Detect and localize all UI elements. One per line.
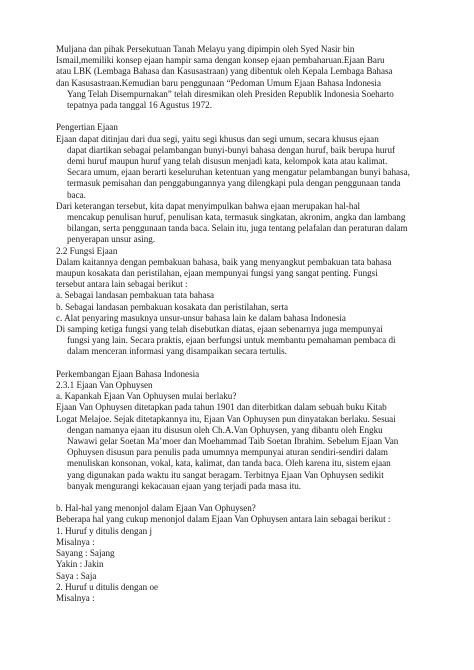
text-line: dapat diartikan sebagai pelambangan bunyi-bunyi bahasa dengan huruf, baik berupa huruf [67, 144, 396, 155]
text-line: mencakup penulisan huruf, penulisan kata, termasuk singkatan, akronim, angka dan lambang [67, 212, 406, 223]
text-line: tersebut antara lain sebagai berikut : [56, 279, 188, 290]
text-line: tepatnya pada tanggal 16 Agustus 1972. [67, 100, 212, 111]
text-line: fungsi yang lain. Secara praktis, ejaan berfungsi untuk membantu pemahaman pembaca di [67, 335, 396, 346]
text-line: Di samping ketiga fungsi yang telah disebutkan diatas, ejaan sebenarnya juga mempunyai [56, 324, 383, 335]
examples-label: Misalnya : [56, 536, 95, 547]
text-line: Dari keterangan tersebut, kita dapat menyimpulkan bahwa ejaan merupakan hal-hal [56, 200, 361, 211]
section-heading: Pengertian Ejaan [56, 122, 118, 133]
subsection-heading: 2.3.1 Ejaan Van Ophuysen [56, 380, 153, 391]
question-b: b. Hal-hal yang menonjol dalam Ejaan Van Ophuysen? [56, 503, 256, 514]
examples-label: Misalnya : [56, 592, 95, 603]
intro-paragraph [56, 44, 446, 111]
text-line: Ismail,memiliki konsep ejaan hampir sama dengan konsep ejaan pembaharuan.Ejaan Baru [56, 55, 385, 66]
example-item: Yakin : Jakin [56, 559, 104, 570]
text-line: Dalam kaitannya dengan pembakuan bahasa, baik yang menyangkut pembakuan tata bahasa [56, 256, 392, 267]
text-line: Ejaan Van Ophuysen ditetapkan pada tahun 1901 dan diterbitkan dalam sebuah buku Kitab [56, 402, 387, 413]
text-line: Secara umum, ejaan berarti keseluruhan ketentuan yang mengatur pelambangan bunyi bahasa, [67, 167, 410, 178]
text-line: dan Kasusastraan.Kemudian baru penggunaan “Pedoman Umum Ejaan Bahasa Indonesia [56, 77, 381, 88]
text-line: Logat Melajoe. Sejak ditetapkannya itu, Ejaan Van Ophuysen pun dinyatakan berlaku. Sesuai [56, 413, 396, 424]
list-item: b. Sebagai landasan pembakuan kosakata dan peristilahan, serta [56, 301, 289, 312]
text-line: dalam menceran informasi yang disampaikan secara tertulis. [67, 346, 287, 357]
paragraph-gap [56, 111, 446, 122]
text-line: maupun kosakata dan peristilahan, ejaan mempunyai fungsi yang sangat penting. Fungsi [56, 268, 378, 279]
text-line: penyerapan unsur asing. [67, 234, 156, 245]
text-line: Ophuysen disusun para penulis pada umumnya mempunyai aturan sendiri-sendiri dalam [67, 447, 388, 458]
section-fungsi [56, 246, 446, 358]
text-line: Nawawi gelar Soetan Ma’moer dan Moehammad Taib Soetan Ibrahim. Sebelum Ejaan Van [67, 436, 399, 447]
text-line: dengan namanya ejaan itu disusun oleh Ch.A.Van Ophuysen, yang dibantu oleh Engku [67, 424, 383, 435]
section-perkembangan [56, 369, 446, 604]
rule-item: 1. Huruf y ditulis dengan j [56, 525, 152, 536]
text-line: Yang Telah Disempurnakan” telah diresmikan oleh Presiden Republik Indonesia Soeharto [67, 88, 394, 99]
section-heading: 2.2 Fungsi Ejaan [56, 245, 118, 256]
text-line: Muljana dan pihak Persekutuan Tanah Melayu yang dipimpin oleh Syed Nasir bin [56, 44, 355, 54]
text-line: banyak mengurangi kekacauan ejaan yang terjadi pada masa itu. [67, 480, 302, 491]
question-a: a. Kapankah Ejaan Van Ophuysen mulai berlaku? [56, 391, 237, 402]
list-item: a. Sebagai landasan pembakuan tata bahasa [56, 290, 215, 301]
rule-item: 2. Huruf u ditulis dengan oe [56, 581, 159, 592]
text-line: demi huruf maupun huruf yang telah disusun menjadi kata, kelompok kata atau kalimat. [67, 156, 388, 167]
text-line: termasuk pemisahan dan penggabungannya yang dilengkapi pula dengan penggunaan tanda [67, 178, 401, 189]
section-heading: Perkembangan Ejaan Bahasa Indonesia [56, 368, 200, 379]
text-line: Ejaan dapat ditinjau dari dua segi, yaitu segi khusus dan segi umum, secara khusus ejaan [56, 133, 379, 144]
section-pengertian [56, 122, 446, 245]
document-body [56, 44, 446, 604]
text-line: baca. [67, 189, 86, 200]
text-line: bilangan, serta penggunaan tanda baca. Selain itu, juga tentang pelafalan dan peraturan dalam [67, 223, 408, 234]
example-item: Saya : Saja [56, 570, 97, 581]
text-line: menuliskan konsonan, vokal, kata, kalimat, dan tanda baca. Oleh karena itu, sistem ejaan [67, 458, 391, 469]
list-item: c. Alat penyaring masuknya unsur-unsur bahasa lain ke dalam bahasa Indonesia [56, 312, 346, 323]
paragraph-gap [56, 492, 446, 503]
example-item: Sayang : Sajang [56, 548, 115, 559]
paragraph-gap [56, 358, 446, 369]
text-line: atau LBK (Lembaga Bahasa dan Kasusastraan) yang dibentuk oleh Kepala Lembaga Bahasa [56, 66, 393, 77]
text-line: Beberapa hal yang cukup menonjol dalam Ejaan Van Ophuysen antara lain sebagai berikut : [56, 514, 391, 525]
text-line: yang digunakan pada waktu itu sangat beragam. Terbitnya Ejaan Van Ophuysen sedikit [67, 469, 384, 480]
